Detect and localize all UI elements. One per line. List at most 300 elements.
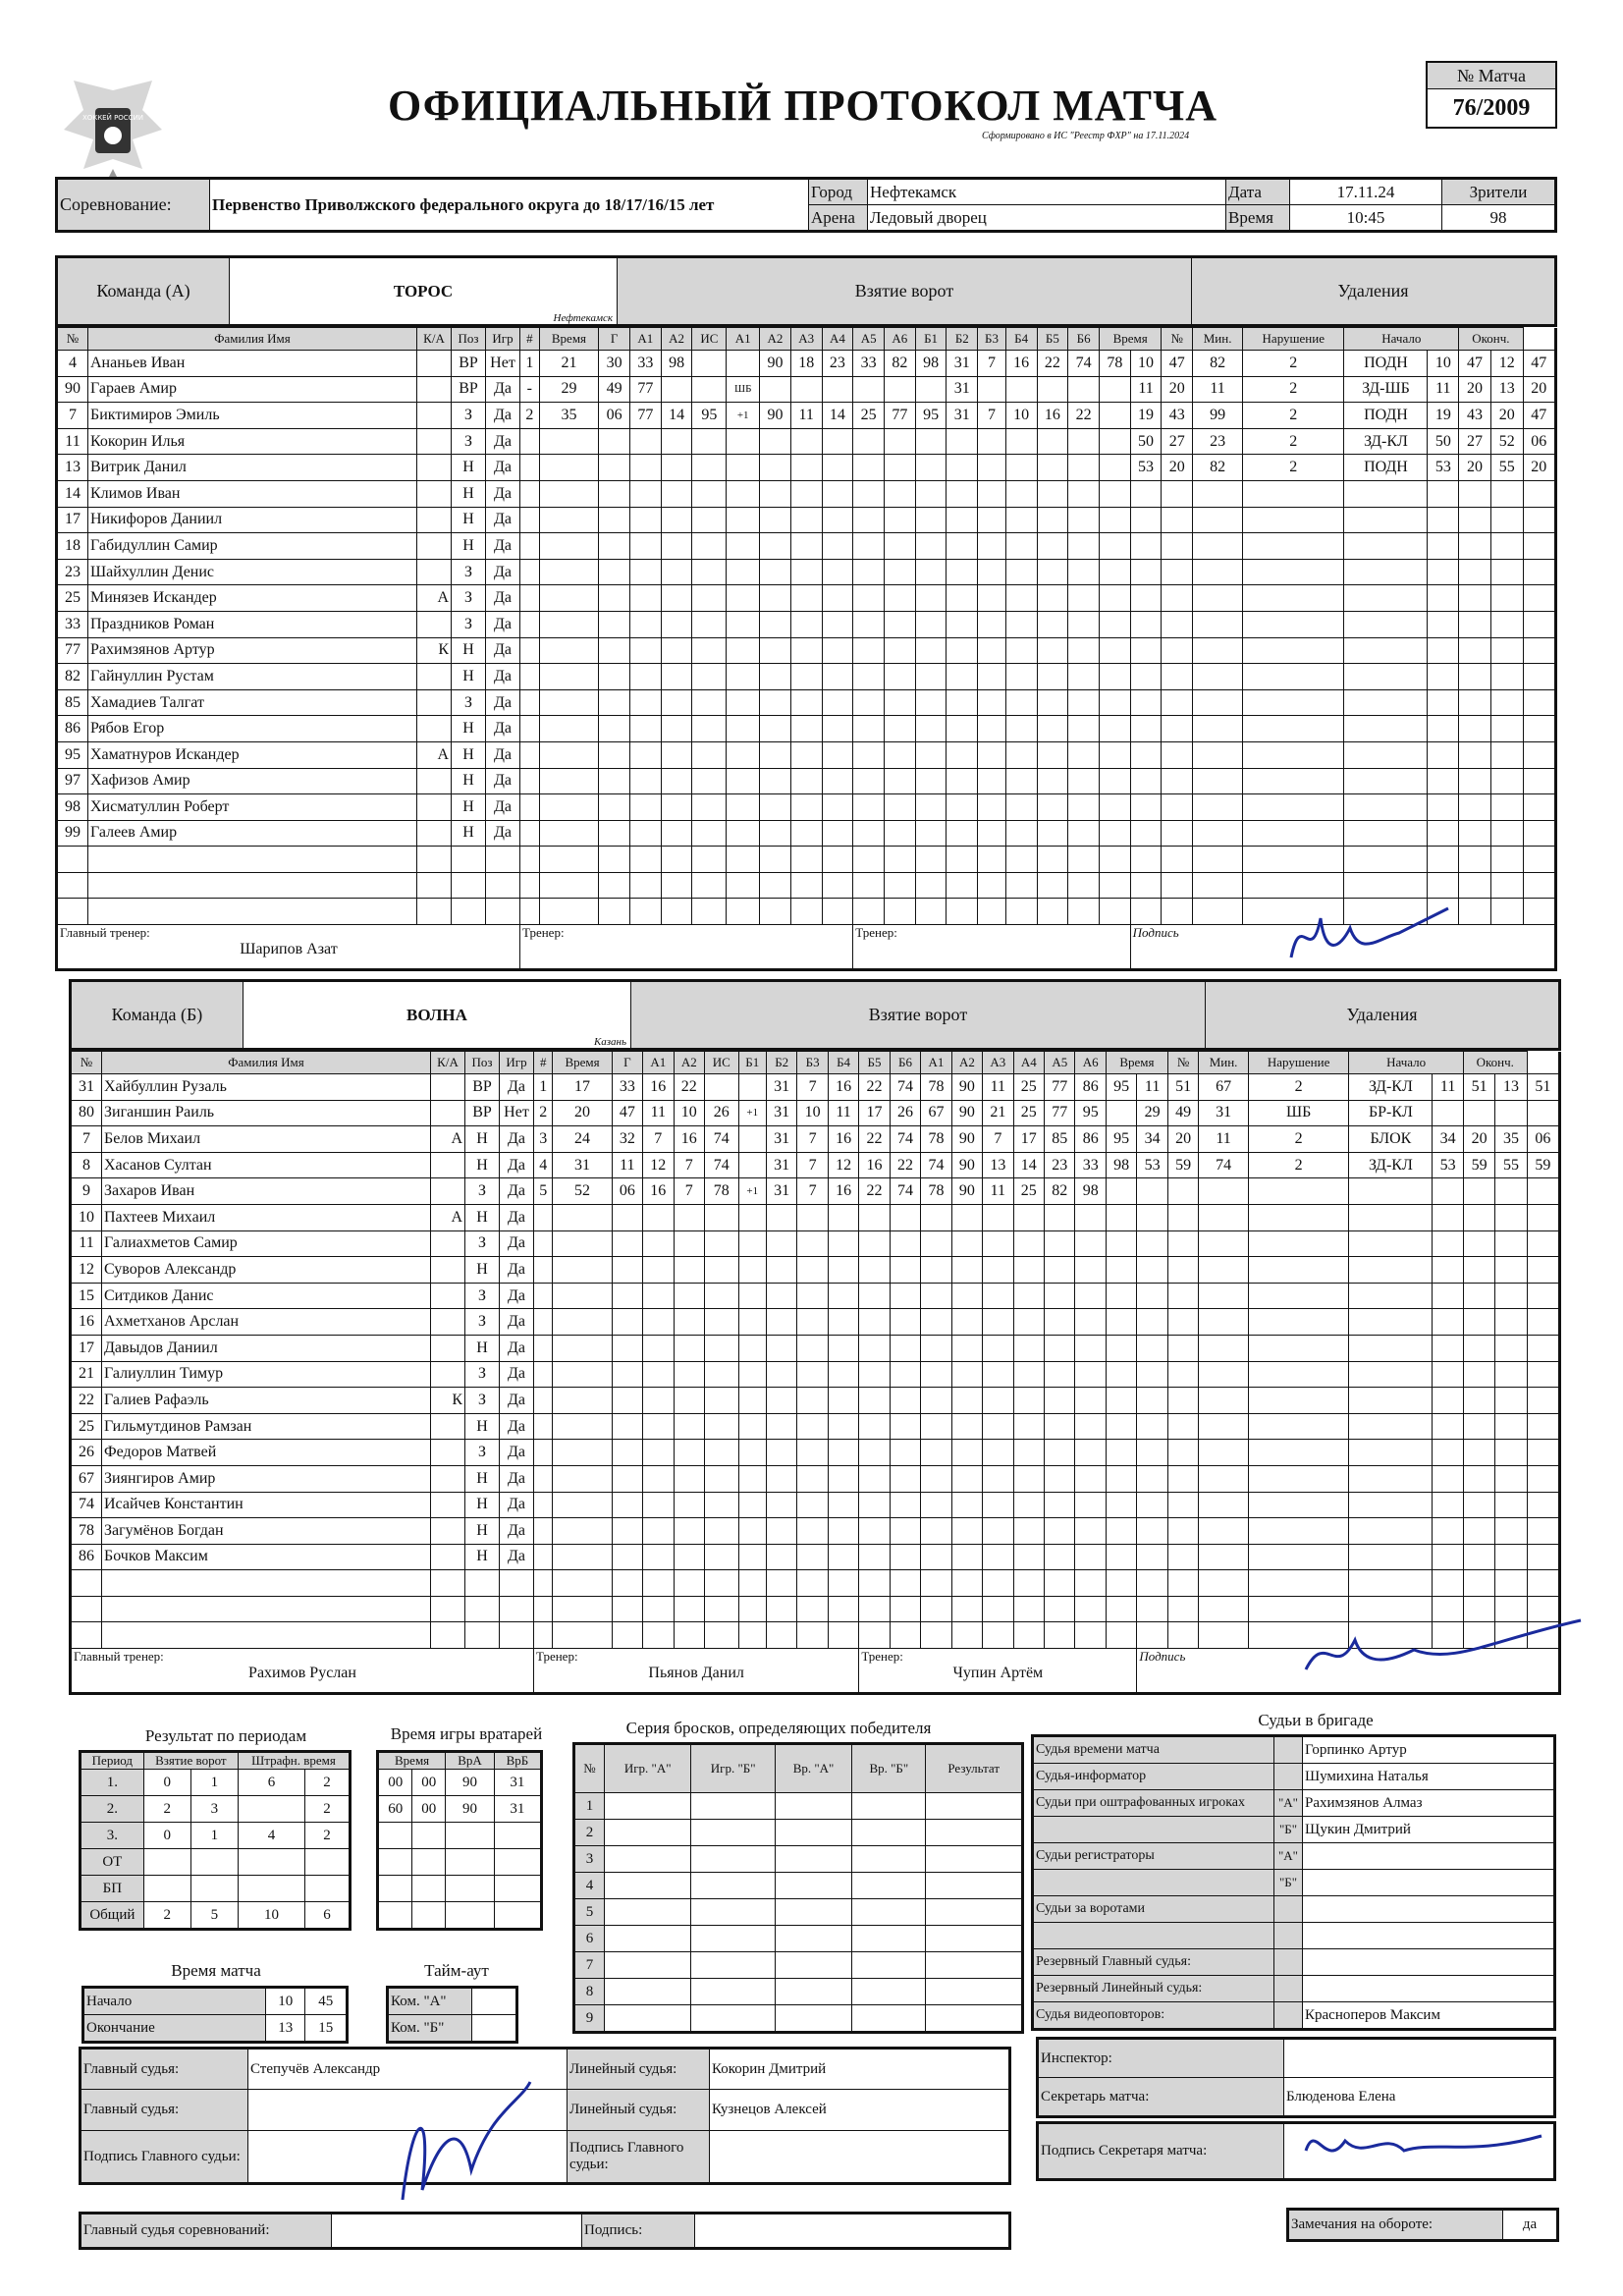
goal-cell — [674, 1257, 704, 1284]
penalty-cell — [1162, 768, 1193, 794]
city-value: Нефтекамск — [868, 179, 1226, 205]
goal-cell — [885, 376, 916, 403]
goal-cell — [760, 376, 791, 403]
brigade-table — [1031, 1734, 1556, 2031]
goal-cell — [978, 872, 1006, 899]
shootout-cell — [691, 1899, 775, 1926]
player-cell — [102, 1622, 431, 1649]
goal-cell — [704, 1492, 738, 1518]
goal-cell — [1099, 899, 1130, 925]
penalty-cell: 27 — [1459, 428, 1491, 455]
shootout-cell — [852, 1952, 926, 1979]
goal-cell — [738, 1622, 766, 1649]
goal-cell — [1106, 1335, 1136, 1361]
goal-col-header: А2 — [951, 1052, 982, 1074]
penalty-col-header: Нарушение — [1248, 1052, 1349, 1074]
brigade-role: Резервный Главный судья: — [1033, 1949, 1274, 1976]
head-ref-label-2: Главный судья: — [81, 2090, 248, 2131]
player-cell: 13 — [57, 455, 88, 481]
goal-cell: 90 — [951, 1178, 982, 1205]
goal-cell — [885, 637, 916, 664]
goal-cell: 74 — [890, 1074, 920, 1101]
team-a-roster-table — [55, 327, 1557, 971]
goal-cell — [915, 480, 947, 507]
penalty-cell — [1193, 741, 1243, 768]
goal-cell — [692, 637, 727, 664]
penalty-cell: 11 — [1137, 1074, 1167, 1101]
penalty-col-header: Начало — [1349, 1052, 1463, 1074]
penalty-cell — [1459, 689, 1491, 716]
penalty-cell — [1495, 1413, 1527, 1440]
goal-cell — [828, 1361, 858, 1388]
penalty-cell: 2 — [1248, 1074, 1349, 1101]
penalty-cell: 74 — [1199, 1152, 1249, 1178]
goal-cell — [822, 847, 853, 873]
period-cell — [190, 1876, 238, 1902]
goal-cell — [520, 768, 540, 794]
goal-cell — [704, 1518, 738, 1545]
player-cell — [417, 820, 452, 847]
match-number-value: 76/2009 — [1452, 95, 1531, 121]
goal-cell — [727, 820, 760, 847]
roster-col-header: Фамилия Имя — [88, 328, 417, 351]
penalty-cell — [1137, 1440, 1167, 1466]
goal-cell — [790, 716, 822, 742]
penalty-cell — [1527, 1518, 1559, 1545]
penalty-cell — [1490, 533, 1523, 560]
goal-cell: 7 — [674, 1152, 704, 1178]
goal-cell — [1075, 1204, 1106, 1230]
goal-cell — [727, 847, 760, 873]
player-cell: Н — [452, 480, 486, 507]
goal-cell — [520, 559, 540, 585]
goal-cell — [661, 507, 692, 533]
goalie-col-header: ВрА — [446, 1752, 495, 1770]
shootout-cell — [604, 1899, 691, 1926]
penalty-cell — [1495, 1492, 1527, 1518]
goal-cell — [643, 1596, 674, 1622]
goal-col-header: Б1 — [915, 328, 947, 351]
roster-row — [57, 794, 1556, 821]
player-cell: Да — [486, 664, 520, 690]
roster-row — [57, 637, 1556, 664]
team-a-goals-header: Взятие ворот — [618, 257, 1192, 326]
penalty-cell — [1243, 741, 1344, 768]
brigade-role — [1033, 1817, 1274, 1843]
penalty-cell — [1349, 1544, 1433, 1570]
brigade-row — [1033, 1949, 1555, 1976]
player-cell: Да — [486, 376, 520, 403]
period-cell: 0 — [143, 1823, 190, 1849]
goal-cell — [1075, 1596, 1106, 1622]
brigade-team-mark — [1274, 1764, 1303, 1790]
roster-row — [71, 1230, 1560, 1257]
goal-cell — [828, 1492, 858, 1518]
player-cell: Бочков Максим — [102, 1544, 431, 1570]
penalty-cell — [1527, 1544, 1559, 1570]
goal-cell — [643, 1518, 674, 1545]
goal-cell — [692, 716, 727, 742]
shootout-cell — [926, 1952, 1023, 1979]
goal-col-header: Б6 — [1068, 328, 1100, 351]
roster-row — [57, 428, 1556, 455]
goal-cell — [760, 585, 791, 612]
team-b-name-text: ВОЛНА — [406, 1005, 467, 1024]
player-cell: Н — [452, 768, 486, 794]
goal-cell — [539, 741, 599, 768]
penalty-cell — [1527, 1178, 1559, 1205]
goal-cell — [520, 637, 540, 664]
period-col-header: Взятие ворот — [143, 1752, 238, 1770]
penalty-cell — [1459, 507, 1491, 533]
goal-cell — [1037, 664, 1068, 690]
goal-cell — [1068, 559, 1100, 585]
goal-cell — [1005, 376, 1037, 403]
goal-cell: 74 — [1068, 351, 1100, 377]
goal-cell: 11 — [828, 1100, 858, 1126]
player-cell: Рахимзянов Артур — [88, 637, 417, 664]
player-cell — [465, 1596, 500, 1622]
penalty-cell: 67 — [1199, 1074, 1249, 1101]
goal-cell — [853, 741, 885, 768]
penalty-cell — [1199, 1440, 1249, 1466]
player-cell — [417, 664, 452, 690]
goal-cell: 22 — [859, 1178, 890, 1205]
penalty-cell — [1428, 637, 1459, 664]
player-cell: Захаров Иван — [102, 1178, 431, 1205]
goal-cell — [1075, 1309, 1106, 1336]
goal-cell: 11 — [643, 1100, 674, 1126]
roster-row — [71, 1413, 1560, 1440]
goal-cell — [1099, 480, 1130, 507]
goal-cell — [760, 637, 791, 664]
player-cell: 17 — [71, 1335, 102, 1361]
penalty-cell — [1459, 872, 1491, 899]
player-cell: Н — [465, 1492, 500, 1518]
penalty-cell — [1167, 1440, 1198, 1466]
goal-cell — [766, 1570, 796, 1597]
goal-cell — [1037, 872, 1068, 899]
penalty-cell — [1162, 480, 1193, 507]
goal-cell — [978, 716, 1006, 742]
period-cell: 2. — [81, 1796, 144, 1823]
penalty-cell — [1248, 1335, 1349, 1361]
penalty-cell — [1428, 794, 1459, 821]
goal-cell — [915, 768, 947, 794]
roster-col-header: Игр — [486, 328, 520, 351]
goal-cell — [828, 1465, 858, 1492]
goal-cell — [1075, 1335, 1106, 1361]
goal-cell — [1045, 1465, 1075, 1492]
goal-cell — [766, 1361, 796, 1388]
goal-cell — [1045, 1440, 1075, 1466]
goal-cell — [1068, 585, 1100, 612]
goal-cell: 22 — [859, 1074, 890, 1101]
goal-cell — [915, 741, 947, 768]
penalty-cell — [1137, 1465, 1167, 1492]
goal-cell — [738, 1518, 766, 1545]
goal-cell — [704, 1074, 738, 1101]
brigade-name — [1303, 1843, 1555, 1870]
goal-cell — [822, 872, 853, 899]
penalty-cell — [1248, 1388, 1349, 1414]
penalty-col-header: № — [1167, 1052, 1198, 1074]
penalty-cell — [1523, 664, 1555, 690]
goal-cell — [599, 559, 630, 585]
brigade-name — [1303, 1896, 1555, 1923]
penalty-cell: 82 — [1193, 455, 1243, 481]
goal-cell — [674, 1465, 704, 1492]
shootout-cell — [691, 1926, 775, 1952]
competition-ref-label: Главный судья соревнований: — [81, 2214, 332, 2249]
secretary-label: Секретарь матча: — [1038, 2078, 1284, 2117]
brigade-team-mark — [1274, 2002, 1303, 2030]
goal-cell — [1106, 1178, 1136, 1205]
goal-col-header: А3 — [983, 1052, 1013, 1074]
shootout-cell — [852, 2005, 926, 2033]
penalty-cell — [1344, 872, 1428, 899]
penalty-cell — [1137, 1204, 1167, 1230]
goal-cell — [1068, 455, 1100, 481]
goal-cell — [704, 1465, 738, 1492]
goal-cell — [760, 559, 791, 585]
goal-cell — [661, 664, 692, 690]
penalty-cell — [1199, 1622, 1249, 1649]
coach-1-label: Тренер: — [536, 1649, 578, 1665]
penalty-cell — [1130, 794, 1162, 821]
penalty-cell — [1428, 847, 1459, 873]
penalty-cell — [1193, 533, 1243, 560]
goal-cell — [738, 1465, 766, 1492]
goal-cell — [1045, 1413, 1075, 1440]
shootout-cell — [775, 1979, 851, 2005]
penalty-cell — [1490, 872, 1523, 899]
goal-cell — [738, 1413, 766, 1440]
penalty-cell — [1490, 664, 1523, 690]
goal-cell — [534, 1622, 553, 1649]
shootout-cell — [691, 1846, 775, 1873]
penalty-cell: 59 — [1527, 1152, 1559, 1178]
goal-cell — [704, 1204, 738, 1230]
penalty-cell — [1490, 480, 1523, 507]
goal-cell — [853, 533, 885, 560]
goal-cell — [760, 689, 791, 716]
goal-cell — [727, 611, 760, 637]
shootout-cell — [852, 1926, 926, 1952]
penalty-cell — [1495, 1204, 1527, 1230]
goal-cell — [790, 689, 822, 716]
goal-cell: 10 — [797, 1100, 828, 1126]
goal-cell — [859, 1309, 890, 1336]
goal-cell — [738, 1283, 766, 1309]
goal-cell — [1106, 1361, 1136, 1388]
goal-cell — [692, 768, 727, 794]
goal-cell — [599, 507, 630, 533]
player-cell: Н — [465, 1413, 500, 1440]
penalty-cell — [1243, 637, 1344, 664]
goal-cell — [534, 1492, 553, 1518]
goal-cell — [520, 480, 540, 507]
penalty-cell — [1130, 664, 1162, 690]
goal-cell — [1099, 533, 1130, 560]
penalty-cell — [1523, 768, 1555, 794]
goal-cell — [1068, 716, 1100, 742]
goal-cell — [797, 1257, 828, 1284]
coach-2-name: Чупин Артём — [952, 1665, 1044, 1682]
penalty-cell — [1523, 899, 1555, 925]
player-cell: Пахтеев Михаил — [102, 1204, 431, 1230]
brigade-name — [1303, 1949, 1555, 1976]
roster-col-header: К/А — [417, 328, 452, 351]
goal-cell: 16 — [828, 1074, 858, 1101]
goal-cell — [885, 847, 916, 873]
goalie-cell — [494, 1876, 541, 1902]
goal-cell: 78 — [921, 1074, 951, 1101]
player-cell: Загумёнов Богдан — [102, 1518, 431, 1545]
goal-cell: 98 — [1075, 1178, 1106, 1205]
penalty-cell: 19 — [1428, 403, 1459, 429]
brigade-name: Красноперов Максим — [1303, 2002, 1555, 2030]
goal-col-header: А1 — [630, 328, 662, 351]
goal-col-header: ИС — [692, 328, 727, 351]
goal-cell: 24 — [553, 1126, 612, 1153]
player-cell: Да — [486, 403, 520, 429]
player-cell: Да — [500, 1309, 534, 1336]
brigade-name — [1303, 1976, 1555, 2002]
penalty-cell — [1199, 1257, 1249, 1284]
signature-team-a — [1281, 899, 1458, 977]
goal-cell — [885, 716, 916, 742]
goal-cell — [599, 428, 630, 455]
penalty-cell — [1495, 1178, 1527, 1205]
coach-2-cell — [853, 925, 1130, 970]
penalty-cell — [1344, 611, 1428, 637]
penalty-cell: 10 — [1130, 351, 1162, 377]
competition-ref-sign-label: Подпись: — [582, 2214, 695, 2249]
goal-cell — [1106, 1622, 1136, 1649]
goal-cell — [1037, 611, 1068, 637]
penalty-cell — [1344, 689, 1428, 716]
goal-cell — [612, 1465, 642, 1492]
penalty-cell: 20 — [1459, 376, 1491, 403]
goal-cell — [520, 455, 540, 481]
brigade-team-mark: "Б" — [1274, 1870, 1303, 1896]
goal-cell — [539, 872, 599, 899]
penalty-cell — [1193, 872, 1243, 899]
goal-cell — [674, 1309, 704, 1336]
penalty-cell: 20 — [1490, 403, 1523, 429]
player-cell: 16 — [71, 1309, 102, 1336]
penalty-cell — [1162, 585, 1193, 612]
goal-cell — [599, 664, 630, 690]
period-cell: БП — [81, 1876, 144, 1902]
penalty-cell — [1193, 768, 1243, 794]
player-cell: 12 — [71, 1257, 102, 1284]
goal-cell — [947, 585, 978, 612]
goal-cell — [760, 533, 791, 560]
goal-col-header: Г — [612, 1052, 642, 1074]
player-cell: Да — [500, 1257, 534, 1284]
goal-cell — [534, 1465, 553, 1492]
player-cell: Н — [452, 664, 486, 690]
goal-cell — [947, 741, 978, 768]
penalty-cell — [1193, 794, 1243, 821]
penalty-cell — [1428, 559, 1459, 585]
goal-col-header: А3 — [790, 328, 822, 351]
penalty-cell: 2 — [1243, 403, 1344, 429]
penalty-cell — [1490, 585, 1523, 612]
goal-cell — [1099, 455, 1130, 481]
penalty-cell — [1527, 1492, 1559, 1518]
goal-cell — [1037, 376, 1068, 403]
goal-cell — [890, 1309, 920, 1336]
penalty-cell: ЗД-ШБ — [1344, 376, 1428, 403]
goal-cell — [947, 664, 978, 690]
penalty-cell — [1167, 1518, 1198, 1545]
goal-cell — [612, 1257, 642, 1284]
penalty-cell — [1130, 480, 1162, 507]
penalty-cell: 11 — [1428, 376, 1459, 403]
goal-cell — [612, 1440, 642, 1466]
goal-cell: 22 — [674, 1074, 704, 1101]
player-cell: 99 — [57, 820, 88, 847]
goal-cell: 52 — [553, 1178, 612, 1205]
player-cell: Федоров Матвей — [102, 1440, 431, 1466]
penalty-cell — [1248, 1544, 1349, 1570]
brigade-team-mark — [1274, 1736, 1303, 1764]
goal-cell — [1045, 1544, 1075, 1570]
goal-cell — [915, 716, 947, 742]
goal-cell — [760, 741, 791, 768]
team-b-name — [243, 981, 631, 1050]
penalty-cell: 2 — [1243, 351, 1344, 377]
penalty-cell: 2 — [1243, 455, 1344, 481]
goal-cell — [704, 1388, 738, 1414]
penalty-cell — [1349, 1361, 1433, 1388]
goal-cell — [760, 664, 791, 690]
goal-cell — [539, 428, 599, 455]
penalty-cell — [1433, 1230, 1463, 1257]
goal-cell — [692, 689, 727, 716]
goal-col-header: А1 — [921, 1052, 951, 1074]
penalty-cell — [1193, 664, 1243, 690]
goal-cell — [828, 1413, 858, 1440]
penalty-cell — [1527, 1465, 1559, 1492]
player-cell: 18 — [57, 533, 88, 560]
penalty-cell — [1243, 585, 1344, 612]
penalty-cell: БР-КЛ — [1349, 1100, 1433, 1126]
goal-cell — [1013, 1440, 1044, 1466]
goal-cell — [704, 1361, 738, 1388]
period-row — [81, 1902, 351, 1930]
brigade-name — [1303, 1870, 1555, 1896]
penalty-cell — [1248, 1204, 1349, 1230]
goalie-cell: 31 — [494, 1796, 541, 1823]
penalty-cell — [1527, 1570, 1559, 1597]
goal-cell — [727, 351, 760, 377]
roster-row — [71, 1335, 1560, 1361]
player-cell: Габидуллин Самир — [88, 533, 417, 560]
player-cell: З — [465, 1309, 500, 1336]
goal-cell — [828, 1309, 858, 1336]
goal-cell — [790, 847, 822, 873]
penalty-cell — [1459, 741, 1491, 768]
player-cell: Да — [486, 455, 520, 481]
roster-header-row — [71, 1052, 1560, 1074]
penalty-cell — [1463, 1518, 1494, 1545]
penalty-cell — [1137, 1596, 1167, 1622]
penalty-cell — [1490, 611, 1523, 637]
